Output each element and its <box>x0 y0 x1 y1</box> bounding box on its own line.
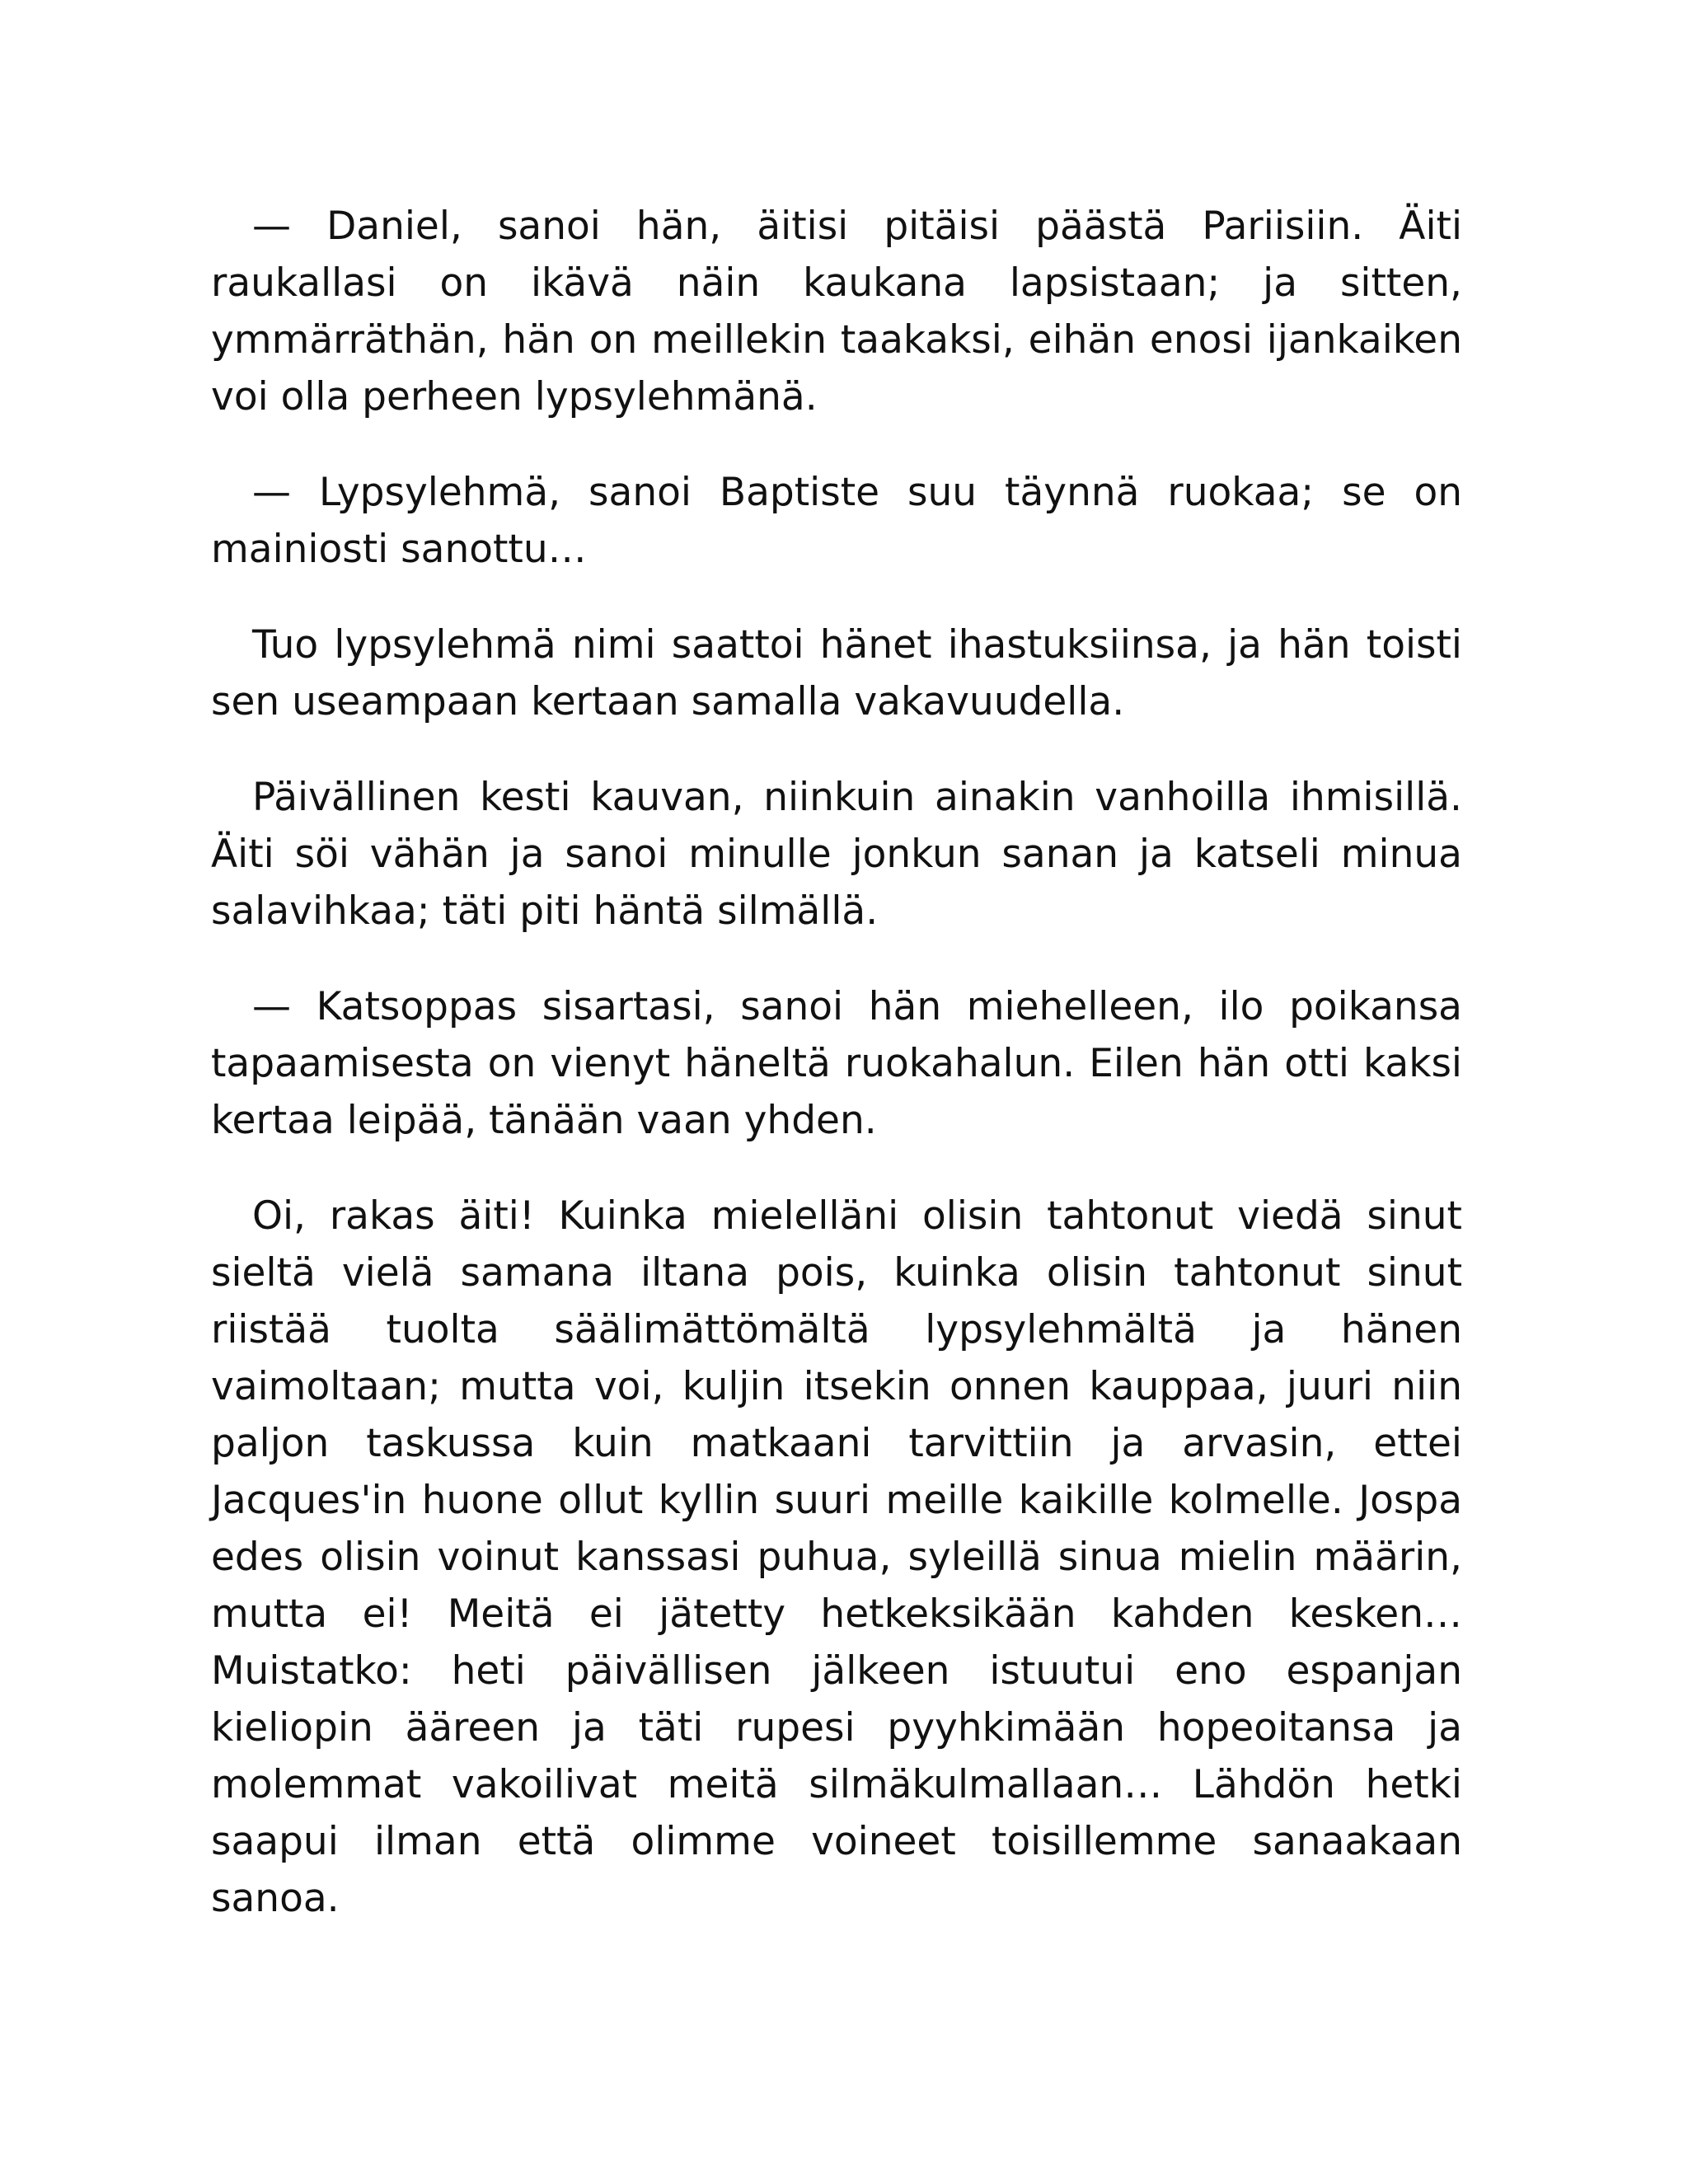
text-column <box>211 198 1462 1966</box>
paragraph: — Katsoppas sisartasi, sanoi hän miehelleen, ilo poikansa tapaamisesta on vienyt häneltä ruokahalun. Eilen hän otti kaksi kertaa leipää, tänään vaan yhden. <box>211 984 1462 1143</box>
paragraph: — Lypsylehmä, sanoi Baptiste suu täynnä ruokaa; se on mainiosti sanottu… <box>211 470 1462 572</box>
paragraph: Tuo lypsylehmä nimi saattoi hänet ihastuksiinsa, ja hän toisti sen useampaan kertaan samalla vakavuudella. <box>211 622 1462 724</box>
paragraph: Päivällinen kesti kauvan, niinkuin ainakin vanhoilla ihmisillä. Äiti söi vähän ja sanoi minulle jonkun sanan ja katseli minua salavihkaa; täti piti häntä silmällä. <box>211 775 1462 934</box>
paragraph: Oi, rakas äiti! Kuinka mielelläni olisin tahtonut viedä sinut sieltä vielä samana iltana pois, kuinka olisin tahtonut sinut riistää tuolta säälimättömältä lypsylehmältä ja hänen vaimoltaan; mutta voi, kuljin itsekin onnen kauppaa, juuri niin paljon taskussa kuin matkaani tarvittiin ja arvasin, ettei Jacques'in huone ollut kyllin suuri meille kaikille kolmelle. Jospa edes olisin voinut kanssasi puhua, syleillä sinua mielin määrin, mutta ei! Meitä ei jätetty hetkeksikään kahden kesken… Muistatko: heti päivällisen jälkeen istuutui eno espanjan kieliopin ääreen ja täti rupesi pyyhkimään hopeoitansa ja molemmat vakoilivat meitä silmäkulmallaan… Lähdön hetki saapui ilman että olimme voineet toisillemme sanaakaan sanoa. <box>211 1193 1462 1921</box>
paragraph: — Daniel, sanoi hän, äitisi pitäisi päästä Pariisiin. Äiti raukallasi on ikävä näin kaukana lapsistaan; ja sitten, ymmärräthän, hän on meillekin taakaksi, eihän enosi ijankaiken voi olla perheen lypsylehmänä. <box>211 204 1462 419</box>
